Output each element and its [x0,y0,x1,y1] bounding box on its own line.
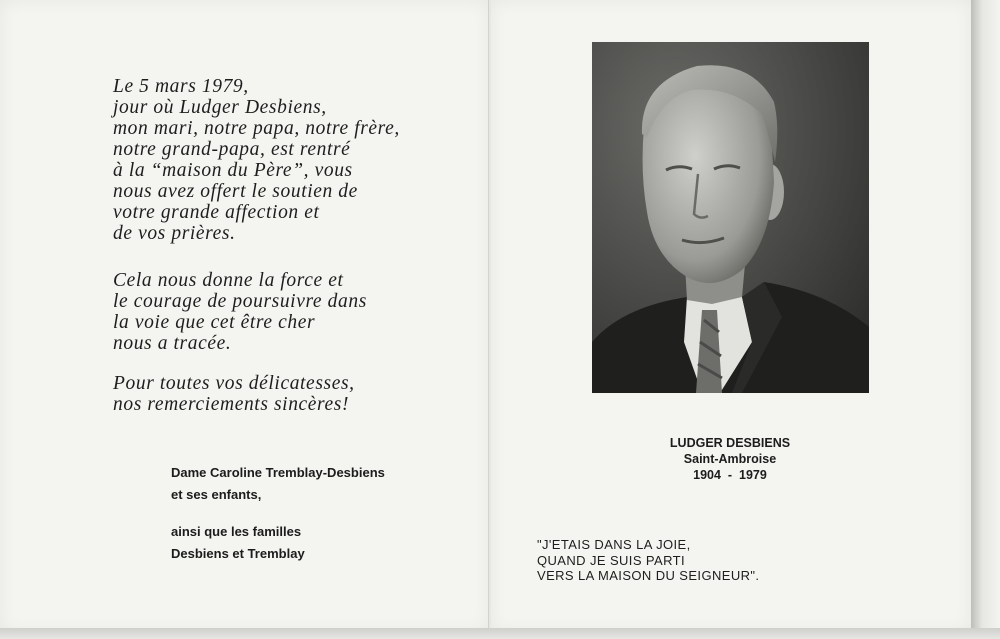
quote-line: QUAND JE SUIS PARTI [537,552,685,568]
verse-line: mon mari, notre papa, notre frère, [113,118,400,139]
verse-line: votre grande affection et [113,202,320,223]
verse-line: nous avez offert le soutien de [113,181,358,202]
verse-line: le courage de poursuivre dans [113,291,367,312]
deceased-info [600,435,860,483]
verse-line: notre grand-papa, est rentré [113,139,351,160]
card-edge [971,0,1000,639]
verse-line: jour où Ludger Desbiens, [113,97,327,118]
verse-line: à la “maison du Père”, vous [113,160,353,181]
thanks-verse-1 [113,76,400,244]
signature-line: et ses enfants, [171,487,262,502]
signature-line: Dame Caroline Tremblay-Desbiens [171,465,385,480]
verse-line: nous a tracée. [113,333,232,354]
deceased-place: Saint-Ambroise [683,452,777,466]
verse-line: Pour toutes vos délicatesses, [113,373,355,394]
signature-families [171,521,305,565]
portrait-photo [592,42,869,393]
portrait-illustration [592,42,869,393]
verse-line: nos remerciements sincères! [113,394,350,415]
quote-line: "J'ETAIS DANS LA JOIE, [537,537,691,552]
thanks-verse-2 [113,270,367,354]
signature-family [171,462,385,506]
memorial-quote [537,537,759,584]
verse-line: de vos prières. [113,223,236,244]
thanks-verse-3 [113,373,355,415]
deceased-years: 1904 - 1979 [693,468,767,482]
verse-line: Le 5 mars 1979, [113,76,249,97]
scan-bottom-edge [0,628,1000,639]
signature-line: Desbiens et Tremblay [171,546,305,561]
quote-line: VERS LA MAISON DU SEIGNEUR". [537,568,760,583]
deceased-name: LUDGER DESBIENS [669,436,791,450]
verse-line: Cela nous donne la force et [113,270,344,291]
verse-line: la voie que cet être cher [113,312,316,333]
signature-line: ainsi que les familles [171,524,302,539]
